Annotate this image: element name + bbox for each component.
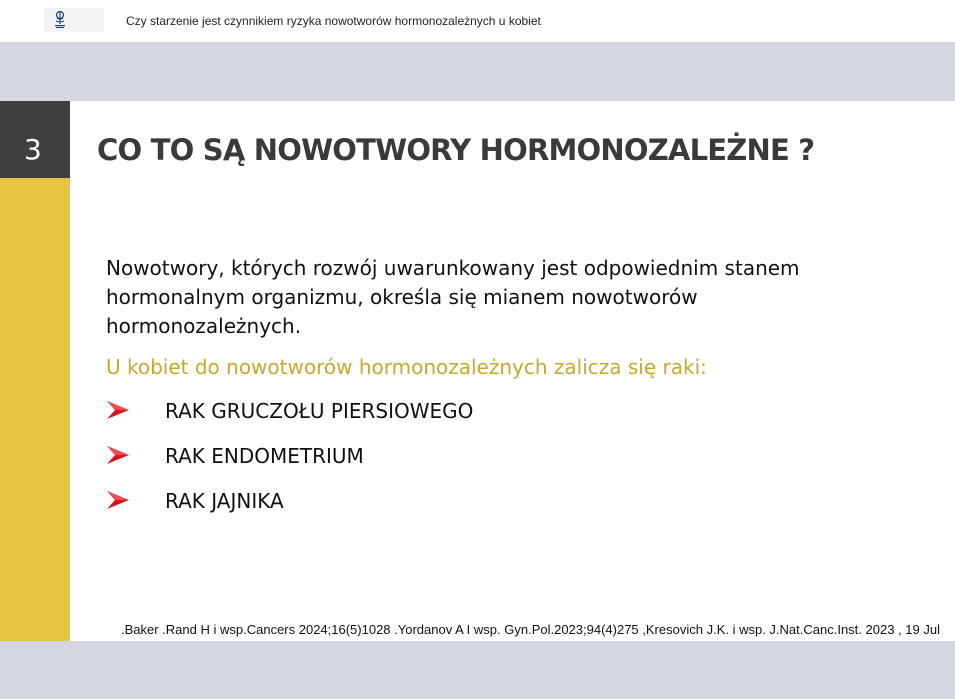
logo [44,8,104,32]
medical-logo-icon [52,10,68,30]
slide-heading: CO TO SĄ NOWOTWORY HORMONOZALEŻNE ? [97,133,815,167]
list-item-label: RAK GRUCZOŁU PIERSIOWEGO [165,399,474,423]
slide-number-box [0,101,70,178]
definition-paragraph [106,254,846,341]
list-item-label: RAK ENDOMETRIUM [165,444,364,468]
list-item-label: RAK JAJNIKA [165,489,284,513]
subheading: U kobiet do nowotworów hormonozależnych zalicza się raki: [106,355,707,379]
paragraph-line: Nowotwory, których rozwój uwarunkowany jest odpowiednim stanem [106,256,800,280]
red-arrow-bullet-icon [106,399,130,421]
slide-side-bar [0,101,70,641]
slide-number: 3 [24,133,42,166]
top-bar [0,0,955,42]
slide [0,101,955,641]
paragraph-line: hormonozależnych. [106,314,302,338]
red-arrow-bullet-icon [106,489,130,511]
references: .Baker .Rand H i wsp.Cancers 2024;16(5)1028 .Yordanov A I wsp. Gyn.Pol.2023;94(4)275 ,Kresovich J.K. i wsp. J.Nat.Canc.Inst. 2023 , 19 Jul [121,622,940,637]
document-title: Czy starzenie jest czynnikiem ryzyka nowotworów hormonozależnych u kobiet [126,14,541,28]
red-arrow-bullet-icon [106,444,130,466]
paragraph-line: hormonalnym organizmu, określa się mianem nowotworów [106,285,698,309]
